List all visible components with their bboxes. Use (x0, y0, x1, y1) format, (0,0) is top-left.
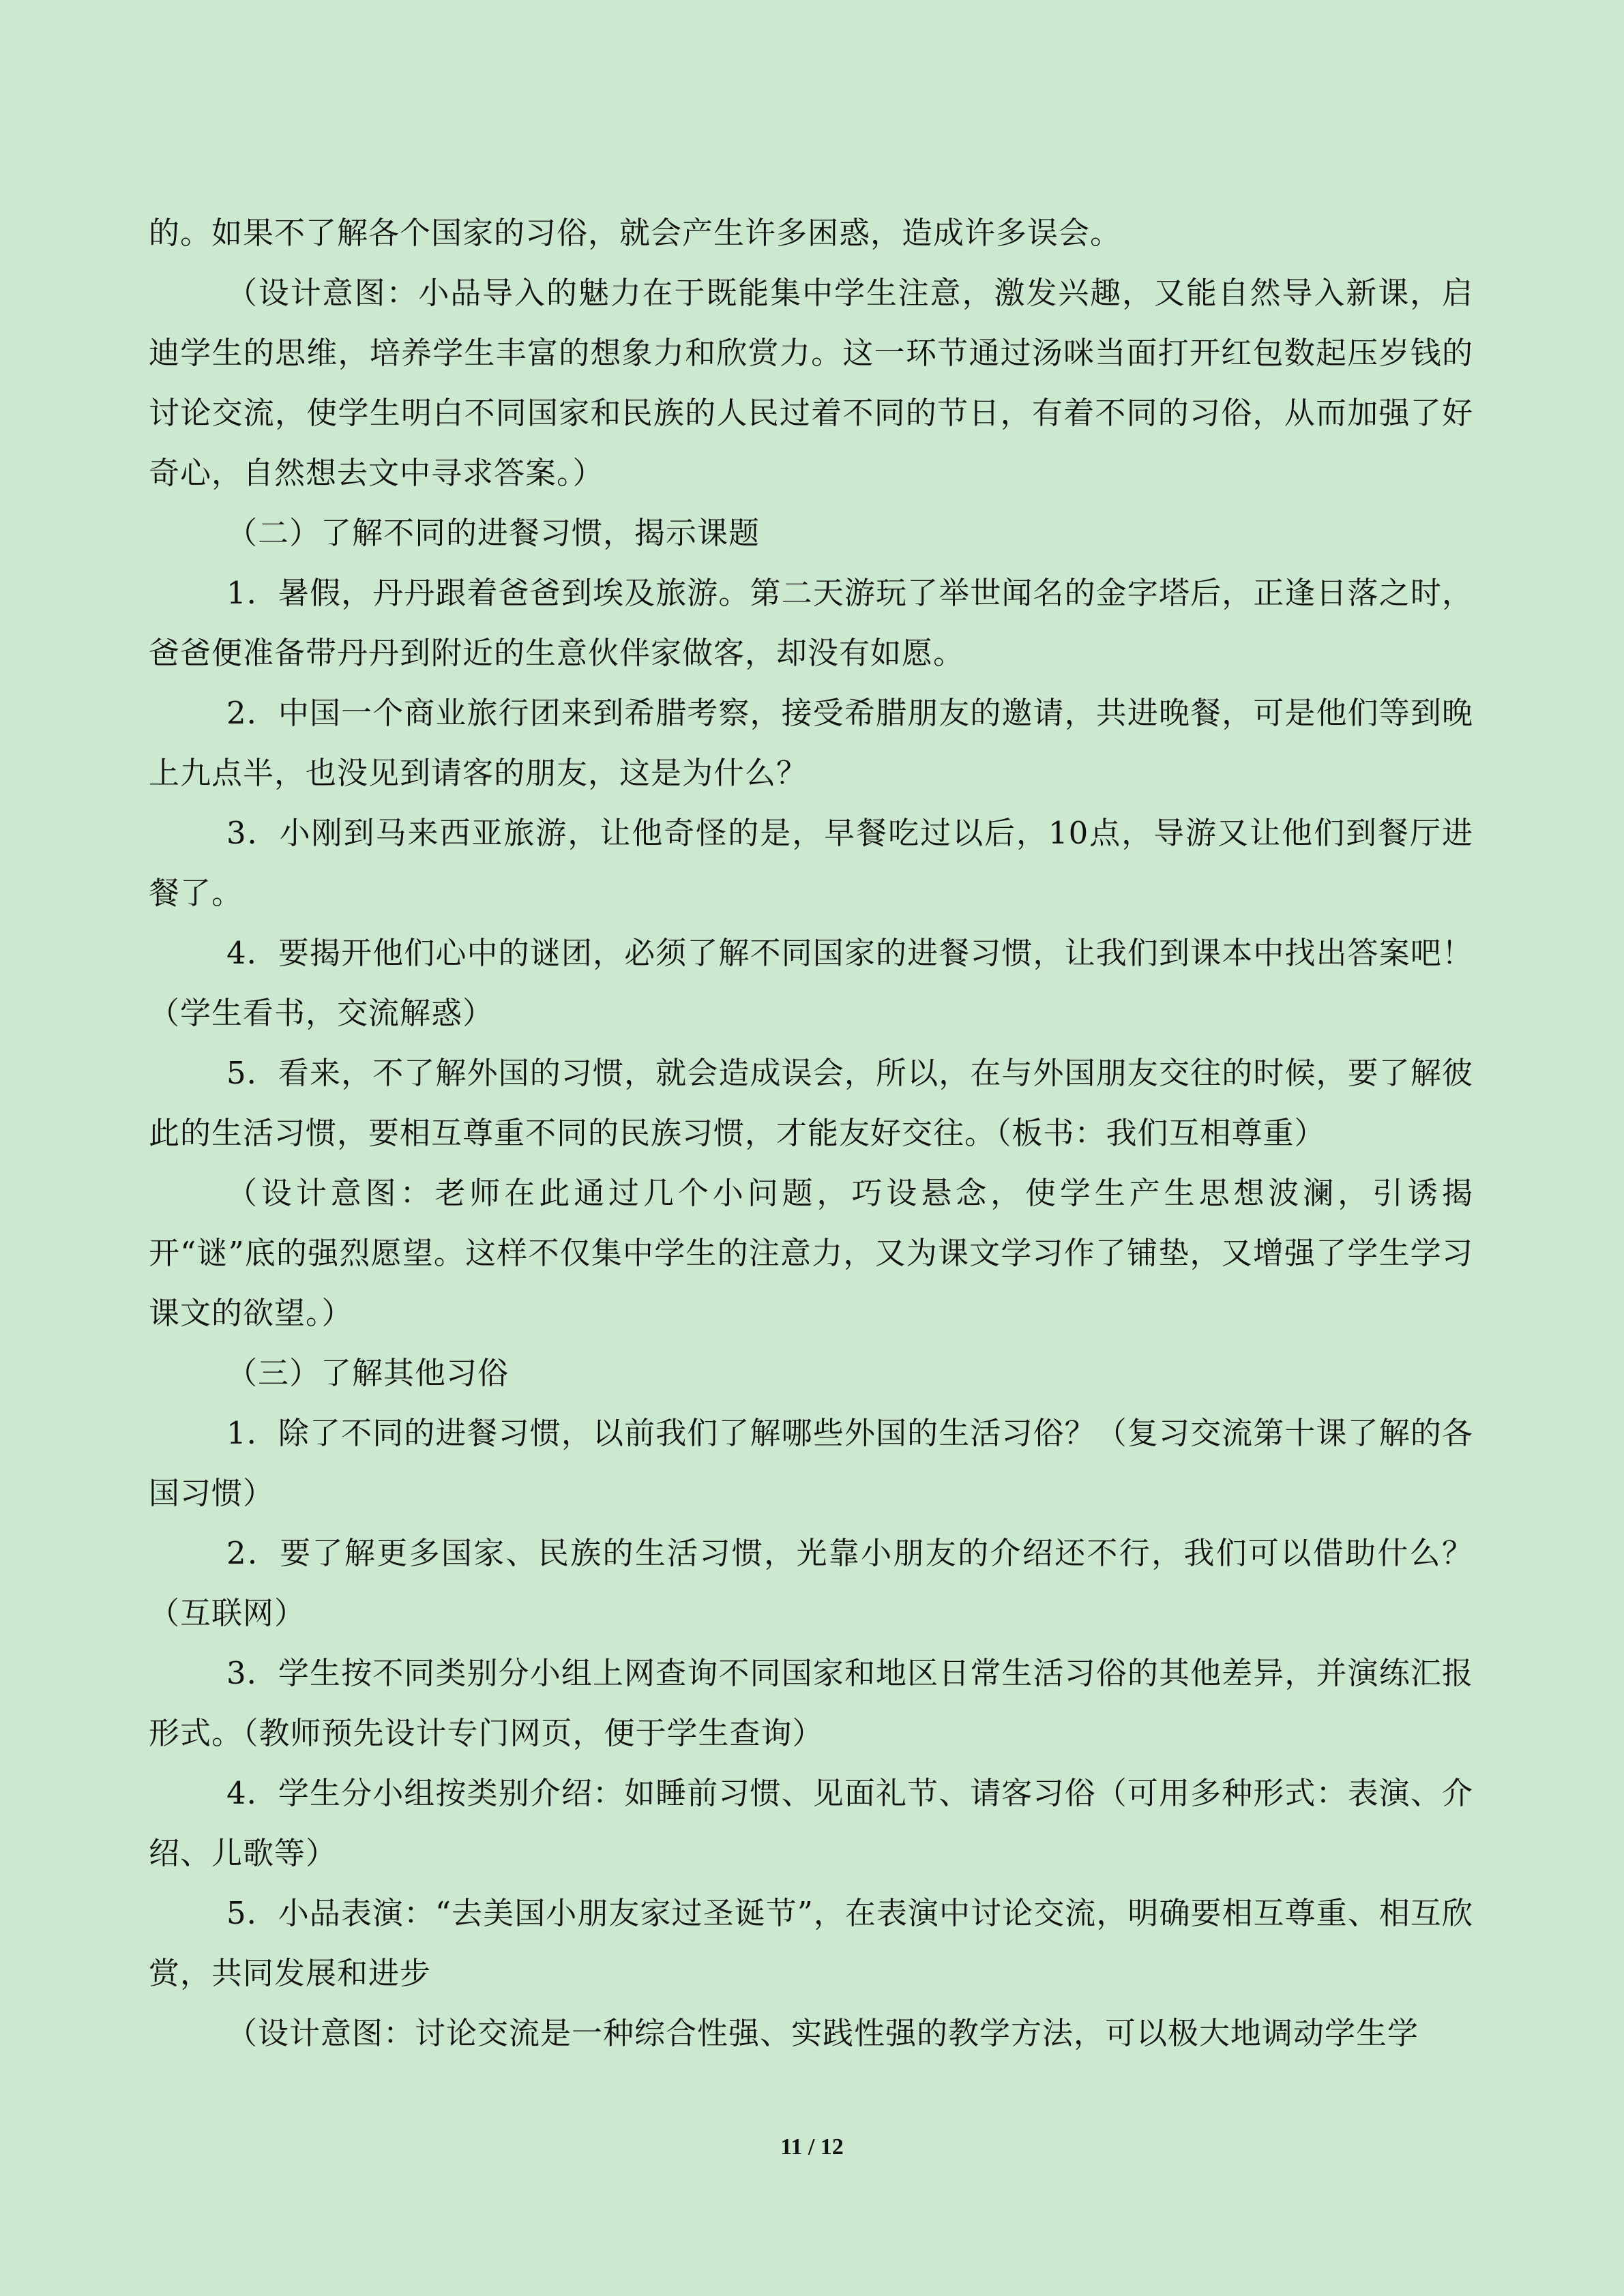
paragraph-7: 5．看来，不了解外国的习惯，就会造成误会，所以，在与外国朋友交往的时候，要了解彼此的生活习惯，要相互尊重不同的民族习惯，才能友好交往。（板书：我们互相尊重） (149, 1055, 1473, 1151)
paragraph-6: 4．要揭开他们心中的谜团，必须了解不同国家的进餐习惯，让我们到课本中找出答案吧！（学生看书，交流解惑） (149, 935, 1473, 1031)
paragraph-3: 1．暑假，丹丹跟着爸爸到埃及旅游。第二天游玩了举世闻名的金字塔后，正逢日落之时，爸爸便准备带丹丹到附近的生意伙伴家做客，却没有如愿。 (149, 575, 1473, 671)
section-heading-9: （三）了解其他习俗 (226, 1355, 510, 1391)
paragraph-5: 3．小刚到马来西亚旅游，让他奇怪的是，早餐吃过以后，10点，导游又让他们到餐厅进餐了。 (149, 815, 1473, 911)
paragraph-10: 1．除了不同的进餐习惯，以前我们了解哪些外国的生活习俗？（复习交流第十课了解的各国习惯） (149, 1415, 1473, 1511)
paragraph-1: （设计意图：小品导入的魅力在于既能集中学生注意，激发兴趣，又能自然导入新课，启迪学生的思维，培养学生丰富的想象力和欣赏力。这一环节通过汤咪当面打开红包数起压岁钱的讨论交流，使学生明白不同国家和民族的人民过着不同的节日，有着不同的习俗，从而加强了好奇心，自然想去文中寻求答案。） (149, 275, 1473, 491)
document-body (149, 203, 1473, 2063)
paragraph-12: 3．学生按不同类别分小组上网查询不同国家和地区日常生活习俗的其他差异，并演练汇报形式。（教师预先设计专门网页，便于学生查询） (149, 1655, 1473, 1751)
paragraph-13: 4．学生分小组按类别介绍：如睡前习惯、见面礼节、请客习俗（可用多种形式：表演、介绍、儿歌等） (149, 1775, 1473, 1871)
paragraph-11: 2．要了解更多国家、民族的生活习惯，光靠小朋友的介绍还不行，我们可以借助什么？（互联网） (149, 1535, 1473, 1631)
page-number: 11 / 12 (780, 2134, 844, 2160)
paragraph-4: 2．中国一个商业旅行团来到希腊考察，接受希腊朋友的邀请，共进晚餐，可是他们等到晚上九点半，也没见到请客的朋友，这是为什么？ (149, 695, 1473, 791)
paragraph-0: 的。如果不了解各个国家的习俗，就会产生许多困惑，造成许多误会。 (149, 215, 1122, 251)
paragraph-15: （设计意图：讨论交流是一种综合性强、实践性强的教学方法，可以极大地调动学生学 (226, 2015, 1419, 2051)
section-heading-2: （二）了解不同的进餐习惯，揭示课题 (226, 515, 761, 551)
paragraph-14: 5．小品表演：“去美国小朋友家过圣诞节”，在表演中讨论交流，明确要相互尊重、相互欣赏，共同发展和进步 (149, 1895, 1473, 1991)
paragraph-8: （设计意图：老师在此通过几个小问题，巧设悬念，使学生产生思想波澜，引诱揭开“谜”底的强烈愿望。这样不仅集中学生的注意力，又为课文学习作了铺垫，又增强了学生学习课文的欲望。） (149, 1175, 1473, 1331)
